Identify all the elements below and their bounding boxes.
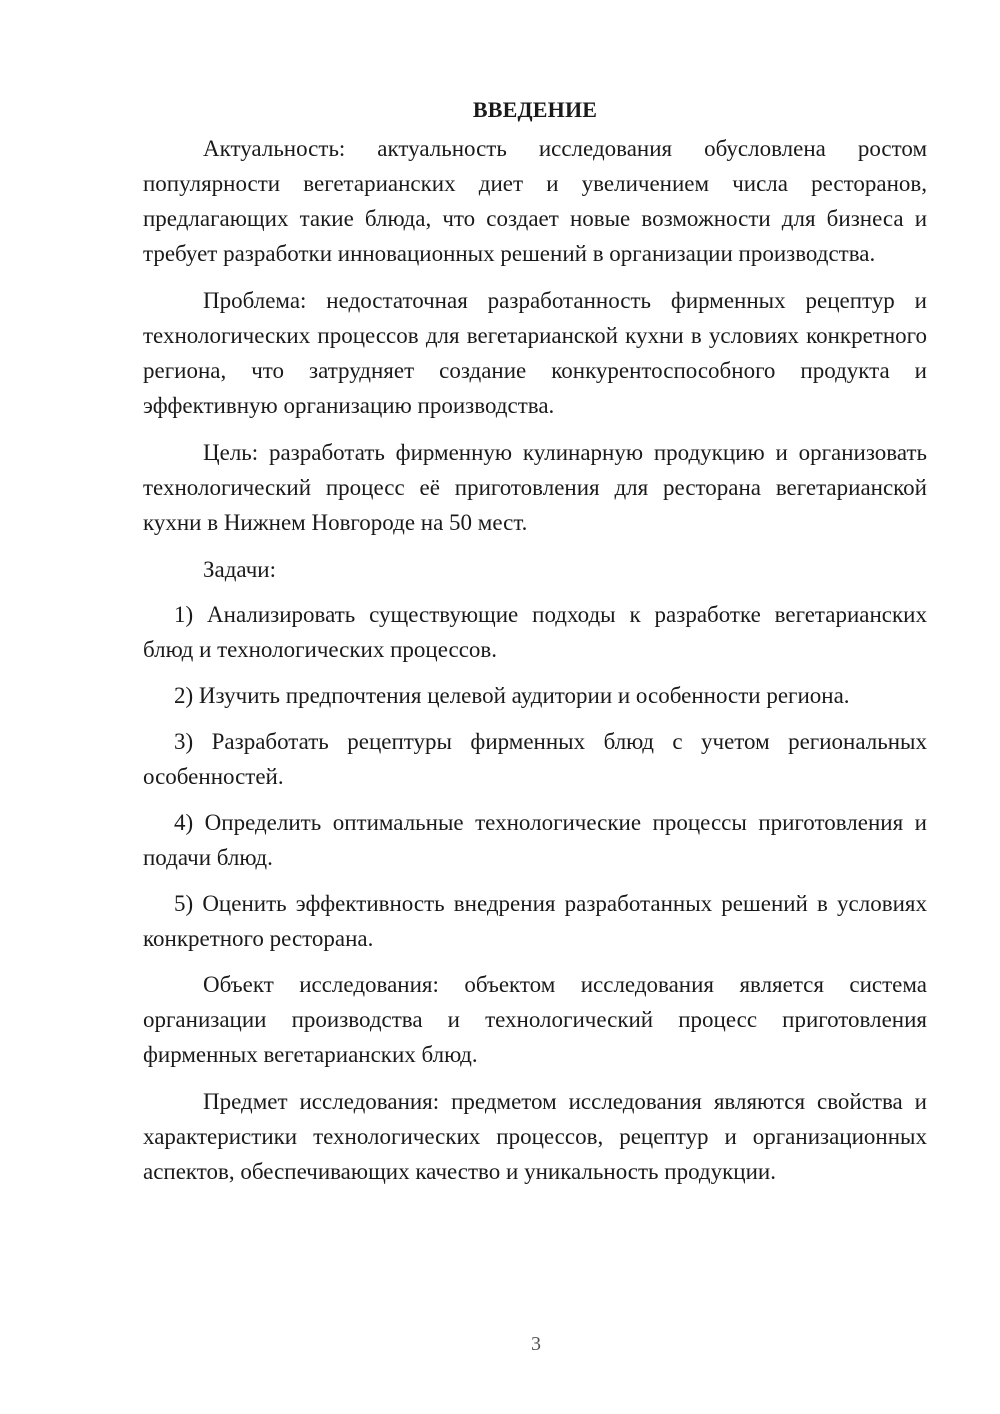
relevance-paragraph: Актуальность: актуальность исследования обусловлена ростом популярности вегетарианских диет и увеличением числа ресторанов, предлагающих такие блюда, что создает новые возможности для бизнеса и требует разработки инновационных решений в организации производства. — [143, 136, 927, 266]
page-content — [143, 93, 927, 1201]
goal-paragraph: Цель: разработать фирменную кулинарную продукцию и организовать технологический процесс её приготовления для ресторана вегетарианской кухни в Нижнем Новгороде на 50 мест. — [143, 440, 927, 535]
page-number: 3 — [531, 1333, 541, 1355]
tasks-heading: Задачи: — [203, 557, 276, 582]
tasks-list — [143, 597, 927, 956]
task-item-5: 5) Оценить эффективность внедрения разработанных решений в условиях конкретного ресторана. — [143, 891, 927, 951]
subject-paragraph: Предмет исследования: предметом исследования являются свойства и характеристики технологических процессов, рецептур и организационных аспектов, обеспечивающих качество и уникальность продукции. — [143, 1089, 927, 1184]
task-item-1: 1) Анализировать существующие подходы к разработке вегетарианских блюд и технологических процессов. — [143, 602, 927, 662]
task-item-4: 4) Определить оптимальные технологические процессы приготовления и подачи блюд. — [143, 810, 927, 870]
section-title: ВВЕДЕНИЕ — [472, 97, 598, 122]
problem-paragraph: Проблема: недостаточная разработанность фирменных рецептур и технологических процессов для вегетарианской кухни в условиях конкретного региона, что затрудняет создание конкурентоспособного продукта и эффективную организацию производства. — [143, 288, 927, 418]
task-item-2: 2) Изучить предпочтения целевой аудитории и особенности региона. — [174, 683, 850, 708]
task-item-3: 3) Разработать рецептуры фирменных блюд с учетом региональных особенностей. — [143, 729, 927, 789]
object-paragraph: Объект исследования: объектом исследования является система организации производства и технологический процесс приготовления фирменных вегетарианских блюд. — [143, 972, 927, 1067]
